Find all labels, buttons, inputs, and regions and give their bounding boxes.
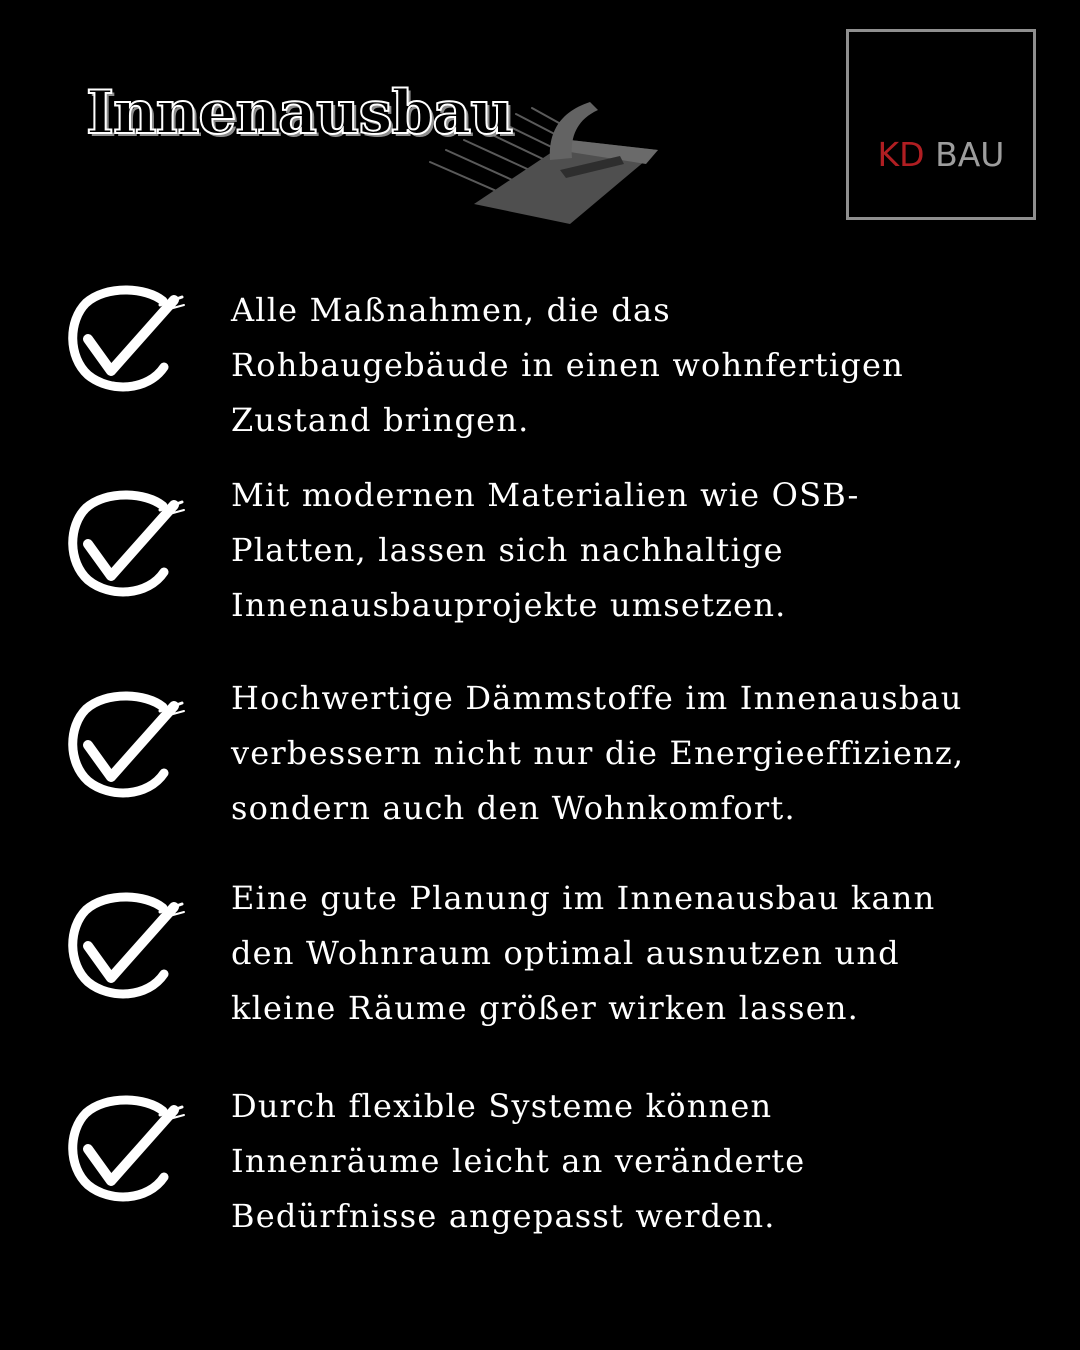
item-text: [231, 671, 1071, 836]
item-text: [231, 871, 1071, 1036]
text-line: Zustand bringen.: [231, 401, 530, 439]
text-line: Hochwertige Dämmstoffe im Innenausbau: [231, 679, 963, 717]
company-logo: [846, 29, 1036, 220]
logo-text-bau: BAU: [935, 135, 1005, 174]
checkmark-circle-icon: [64, 488, 186, 598]
list-item: [0, 476, 1080, 668]
checkmark-circle-icon: [64, 689, 186, 799]
checkmark-circle-icon: [64, 283, 186, 393]
text-line: Eine gute Planung im Innenausbau kann: [231, 879, 936, 917]
item-text: [231, 283, 1071, 448]
text-line: den Wohnraum optimal ausnutzen und: [231, 934, 900, 972]
item-text: [231, 1079, 1071, 1244]
text-line: Durch flexible Systeme können: [231, 1087, 773, 1125]
text-line: Innenausbauprojekte umsetzen.: [231, 586, 787, 624]
page-title: Innenausbau: [86, 78, 513, 148]
text-line: sondern auch den Wohnkomfort.: [231, 789, 796, 827]
list-item: [0, 1087, 1080, 1273]
text-line: Innenräume leicht an veränderte: [231, 1142, 806, 1180]
text-line: Bedürfnisse angepasst werden.: [231, 1197, 776, 1235]
list-item: [0, 879, 1080, 1070]
logo-text-kd: KD: [877, 135, 925, 174]
checkmark-circle-icon: [64, 1093, 186, 1203]
list-item: [0, 283, 1080, 463]
text-line: Rohbaugebäude in einen wohnfertigen: [231, 346, 904, 384]
text-line: verbessern nicht nur die Energieeffizienz,: [231, 734, 965, 772]
text-line: Platten, lassen sich nachhaltige: [231, 531, 784, 569]
item-text: [231, 468, 1071, 633]
list-item: [0, 679, 1080, 869]
text-line: kleine Räume größer wirken lassen.: [231, 989, 860, 1027]
text-line: Alle Maßnahmen, die das: [231, 291, 671, 329]
checkmark-circle-icon: [64, 890, 186, 1000]
logo-text: [849, 135, 1033, 174]
text-line: Mit modernen Materialien wie OSB-: [231, 476, 860, 514]
